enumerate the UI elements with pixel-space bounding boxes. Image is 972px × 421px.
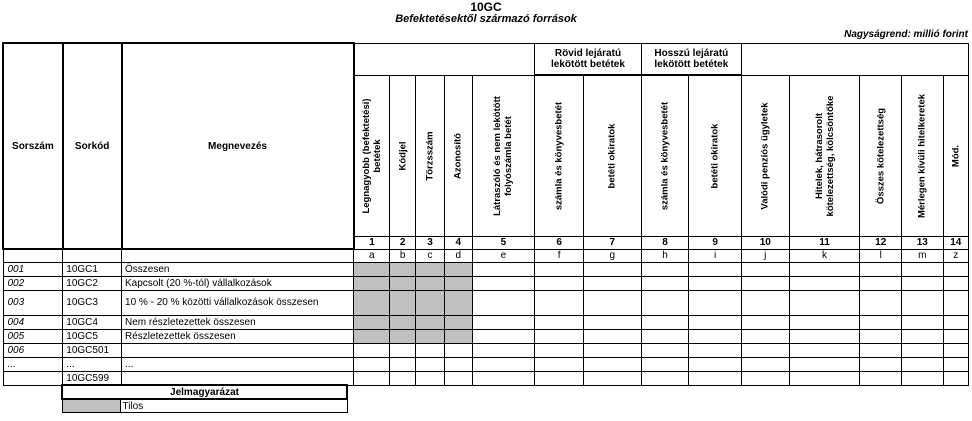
col-header-13: Mérlegen kívüli hitelkeretek xyxy=(902,75,944,236)
data-rows xyxy=(3,262,969,385)
data-cell[interactable] xyxy=(943,290,968,315)
data-cell[interactable] xyxy=(390,262,415,276)
data-cell[interactable] xyxy=(445,371,472,385)
data-cell[interactable] xyxy=(741,343,789,357)
col-letter-1: a xyxy=(354,249,390,262)
table-row xyxy=(3,290,969,315)
data-cell[interactable] xyxy=(902,371,944,385)
row-sorkod: 10GC2 xyxy=(63,276,122,290)
col-letter-14: z xyxy=(943,249,968,262)
col-num-14: 14 xyxy=(943,236,968,249)
data-cell[interactable] xyxy=(354,329,390,343)
data-cell[interactable] xyxy=(641,371,689,385)
row-sorkod: ... xyxy=(63,357,122,371)
col-num-6: 6 xyxy=(535,236,584,249)
data-cell[interactable] xyxy=(390,329,415,343)
col-header-2: Kódjel xyxy=(390,75,415,236)
row-sorszam: 004 xyxy=(3,315,63,329)
data-cell[interactable] xyxy=(390,315,415,329)
col-header-4: Azonosító xyxy=(445,75,472,236)
data-cell[interactable] xyxy=(641,315,689,329)
data-cell[interactable] xyxy=(902,276,944,290)
data-cell[interactable] xyxy=(943,329,968,343)
col-num-9: 9 xyxy=(689,236,742,249)
data-cell[interactable] xyxy=(415,329,444,343)
data-cell[interactable] xyxy=(472,276,535,290)
form-code-title: 10GC xyxy=(470,0,502,14)
data-cell[interactable] xyxy=(943,343,968,357)
row-sorszam xyxy=(3,371,63,385)
col-letter-6: f xyxy=(535,249,584,262)
data-cell[interactable] xyxy=(943,371,968,385)
row-sorkod: 10GC5 xyxy=(63,329,122,343)
col-header-9: betéti okiratok xyxy=(689,75,742,236)
col-letter-10: j xyxy=(741,249,789,262)
data-cell[interactable] xyxy=(354,343,390,357)
data-cell[interactable] xyxy=(472,343,535,357)
table-row xyxy=(3,357,969,371)
header-blank-right xyxy=(741,43,968,75)
letter-blank-sorszam xyxy=(3,249,63,262)
data-cell[interactable] xyxy=(415,357,444,371)
data-cell[interactable] xyxy=(741,357,789,371)
col-letter-13: m xyxy=(902,249,944,262)
data-cell[interactable] xyxy=(789,315,860,329)
header-group-short xyxy=(535,43,641,74)
data-cell[interactable] xyxy=(445,357,472,371)
col-header-3: Törzsszám xyxy=(415,75,444,236)
data-cell[interactable] xyxy=(641,290,689,315)
data-cell[interactable] xyxy=(354,276,390,290)
data-cell[interactable] xyxy=(860,315,902,329)
data-cell[interactable] xyxy=(943,315,968,329)
data-cell[interactable] xyxy=(902,329,944,343)
data-cell[interactable] xyxy=(641,357,689,371)
data-cell[interactable] xyxy=(472,315,535,329)
col-num-13: 13 xyxy=(902,236,944,249)
header-blank-left xyxy=(354,43,535,75)
col-letter-11: k xyxy=(789,249,860,262)
legend-tilos-swatch xyxy=(62,399,120,413)
letter-blank-megnevezes xyxy=(122,249,354,262)
data-cell[interactable] xyxy=(390,290,415,315)
data-cell[interactable] xyxy=(741,329,789,343)
col-num-5: 5 xyxy=(472,236,535,249)
data-cell[interactable] xyxy=(789,276,860,290)
row-sorkod: 10GC4 xyxy=(63,315,122,329)
row-megnevezes xyxy=(122,343,354,357)
data-cell[interactable] xyxy=(415,315,444,329)
data-cell[interactable] xyxy=(583,357,641,371)
row-megnevezes: Nem részletezettek összesen xyxy=(122,315,354,329)
data-cell[interactable] xyxy=(583,276,641,290)
table-row xyxy=(3,276,969,290)
data-cell[interactable] xyxy=(415,262,444,276)
data-cell[interactable] xyxy=(943,262,968,276)
row-megnevezes: Összesen xyxy=(122,262,354,276)
data-cell[interactable] xyxy=(535,357,584,371)
form-subtitle: Befektetésektől származó források xyxy=(395,13,577,25)
col-letter-5: e xyxy=(472,249,535,262)
col-header-8: számla és könyvesbetét xyxy=(641,75,689,236)
table-row xyxy=(3,315,969,329)
data-cell[interactable] xyxy=(789,343,860,357)
data-cell[interactable] xyxy=(860,343,902,357)
data-cell[interactable] xyxy=(902,343,944,357)
data-cell[interactable] xyxy=(354,371,390,385)
data-cell[interactable] xyxy=(583,290,641,315)
data-cell[interactable] xyxy=(445,276,472,290)
data-cell[interactable] xyxy=(860,276,902,290)
data-cell[interactable] xyxy=(860,357,902,371)
col-num-2: 2 xyxy=(390,236,415,249)
row-sorszam: ... xyxy=(3,357,63,371)
data-cell[interactable] xyxy=(741,290,789,315)
col-letter-2: b xyxy=(390,249,415,262)
header-group-long xyxy=(641,43,741,74)
data-cell[interactable] xyxy=(472,290,535,315)
data-cell[interactable] xyxy=(902,290,944,315)
row-sorszam: 006 xyxy=(3,343,63,357)
row-sorkod: 10GC3 xyxy=(63,290,122,315)
col-num-8: 8 xyxy=(641,236,689,249)
data-cell[interactable] xyxy=(789,357,860,371)
data-cell[interactable] xyxy=(860,371,902,385)
data-cell[interactable] xyxy=(902,315,944,329)
col-letter-12: l xyxy=(860,249,902,262)
col-letter-3: c xyxy=(415,249,444,262)
data-cell[interactable] xyxy=(390,371,415,385)
data-cell[interactable] xyxy=(535,262,584,276)
col-header-11: Hitelek, hátrasorolt kötelezettség, kölcsöntőke xyxy=(789,75,860,236)
data-cell[interactable] xyxy=(354,315,390,329)
col-header-6: számla és könyvesbetét xyxy=(535,75,584,236)
data-cell[interactable] xyxy=(741,371,789,385)
row-megnevezes: Kapcsolt (20 %-tól) vállalkozások xyxy=(122,276,354,290)
data-cell[interactable] xyxy=(390,276,415,290)
row-sorkod: 10GC501 xyxy=(63,343,122,357)
data-cell[interactable] xyxy=(535,315,584,329)
data-cell[interactable] xyxy=(583,329,641,343)
data-cell[interactable] xyxy=(860,329,902,343)
data-cell[interactable] xyxy=(583,371,641,385)
data-cell[interactable] xyxy=(689,262,742,276)
col-header-1: Legnagyobb (befektetési) betétek xyxy=(354,75,390,236)
data-cell[interactable] xyxy=(535,329,584,343)
col-num-4: 4 xyxy=(445,236,472,249)
col-header-5: Látraszóló és nem lekötött folyószámla betét xyxy=(472,75,535,236)
data-cell[interactable] xyxy=(741,262,789,276)
unit-note: Nagyságrend: millió forint xyxy=(844,29,968,40)
data-cell[interactable] xyxy=(689,315,742,329)
data-cell[interactable] xyxy=(789,262,860,276)
data-cell[interactable] xyxy=(415,343,444,357)
group-long-label: Hosszú lejáratú lekötött betétek xyxy=(654,47,729,70)
letter-blank-sorkod xyxy=(63,249,122,262)
data-cell[interactable] xyxy=(641,276,689,290)
table-row xyxy=(3,262,969,276)
row-megnevezes: ... xyxy=(122,357,354,371)
col-num-10: 10 xyxy=(741,236,789,249)
col-num-7: 7 xyxy=(583,236,641,249)
col-letter-8: h xyxy=(641,249,689,262)
data-cell[interactable] xyxy=(741,276,789,290)
data-cell[interactable] xyxy=(354,262,390,276)
data-cell[interactable] xyxy=(445,290,472,315)
data-cell[interactable] xyxy=(789,329,860,343)
data-cell[interactable] xyxy=(583,343,641,357)
data-cell[interactable] xyxy=(641,343,689,357)
data-cell[interactable] xyxy=(583,315,641,329)
data-cell[interactable] xyxy=(535,290,584,315)
row-megnevezes: 10 % - 20 % közötti vállalkozások összesen xyxy=(122,290,354,315)
legend-title: Jelmagyarázat xyxy=(62,385,347,399)
data-cell[interactable] xyxy=(445,343,472,357)
data-cell[interactable] xyxy=(860,262,902,276)
data-cell[interactable] xyxy=(415,276,444,290)
data-cell[interactable] xyxy=(689,357,742,371)
data-cell[interactable] xyxy=(789,290,860,315)
col-header-10: Valódi penziós ügyletek xyxy=(741,75,789,236)
col-header-7: betéti okiratok xyxy=(583,75,641,236)
data-cell[interactable] xyxy=(535,276,584,290)
data-cell[interactable] xyxy=(689,276,742,290)
row-sorszam: 001 xyxy=(3,262,63,276)
data-cell[interactable] xyxy=(390,343,415,357)
data-cell[interactable] xyxy=(415,371,444,385)
header-megnevezes: Megnevezés xyxy=(122,43,354,249)
header-sorkod: Sorkód xyxy=(63,43,122,249)
data-cell[interactable] xyxy=(641,329,689,343)
col-num-11: 11 xyxy=(789,236,860,249)
legend-tilos-label: Tilos xyxy=(120,399,347,413)
data-cell[interactable] xyxy=(689,343,742,357)
data-cell[interactable] xyxy=(641,262,689,276)
col-num-3: 3 xyxy=(415,236,444,249)
data-cell[interactable] xyxy=(902,357,944,371)
data-cell[interactable] xyxy=(789,371,860,385)
col-letter-7: g xyxy=(583,249,641,262)
col-letter-4: d xyxy=(445,249,472,262)
col-num-12: 12 xyxy=(860,236,902,249)
data-cell[interactable] xyxy=(472,357,535,371)
data-cell[interactable] xyxy=(472,371,535,385)
row-sorszam: 003 xyxy=(3,290,63,315)
data-cell[interactable] xyxy=(472,329,535,343)
table-row xyxy=(3,371,969,385)
col-num-1: 1 xyxy=(354,236,390,249)
data-cell[interactable] xyxy=(535,343,584,357)
data-cell[interactable] xyxy=(445,315,472,329)
data-cell[interactable] xyxy=(583,262,641,276)
data-cell[interactable] xyxy=(354,290,390,315)
data-cell[interactable] xyxy=(860,290,902,315)
row-megnevezes: Részletezettek összesen xyxy=(122,329,354,343)
data-cell[interactable] xyxy=(689,371,742,385)
data-cell[interactable] xyxy=(689,290,742,315)
column-letter-row xyxy=(3,249,969,262)
table-row xyxy=(3,343,969,357)
table-row xyxy=(3,329,969,343)
row-sorszam: 002 xyxy=(3,276,63,290)
data-cell[interactable] xyxy=(390,357,415,371)
row-sorszam: 005 xyxy=(3,329,63,343)
data-cell[interactable] xyxy=(689,329,742,343)
data-cell[interactable] xyxy=(354,357,390,371)
row-sorkod: 10GC599 xyxy=(63,371,122,385)
data-cell[interactable] xyxy=(472,262,535,276)
row-sorkod: 10GC1 xyxy=(63,262,122,276)
row-megnevezes xyxy=(122,371,354,385)
group-short-label: Rövid lejáratú lekötött betétek xyxy=(551,47,625,70)
legend-table xyxy=(61,384,348,413)
main-table xyxy=(2,42,969,386)
col-header-12: Összes kötelezettség xyxy=(860,75,902,236)
data-cell[interactable] xyxy=(415,290,444,315)
data-cell[interactable] xyxy=(943,276,968,290)
data-cell[interactable] xyxy=(445,329,472,343)
data-cell[interactable] xyxy=(741,315,789,329)
col-letter-9: i xyxy=(689,249,742,262)
data-cell[interactable] xyxy=(902,262,944,276)
col-header-14: Mód. xyxy=(943,75,968,236)
data-cell[interactable] xyxy=(445,262,472,276)
data-cell[interactable] xyxy=(943,357,968,371)
data-cell[interactable] xyxy=(535,371,584,385)
header-sorszam: Sorszám xyxy=(3,43,63,249)
